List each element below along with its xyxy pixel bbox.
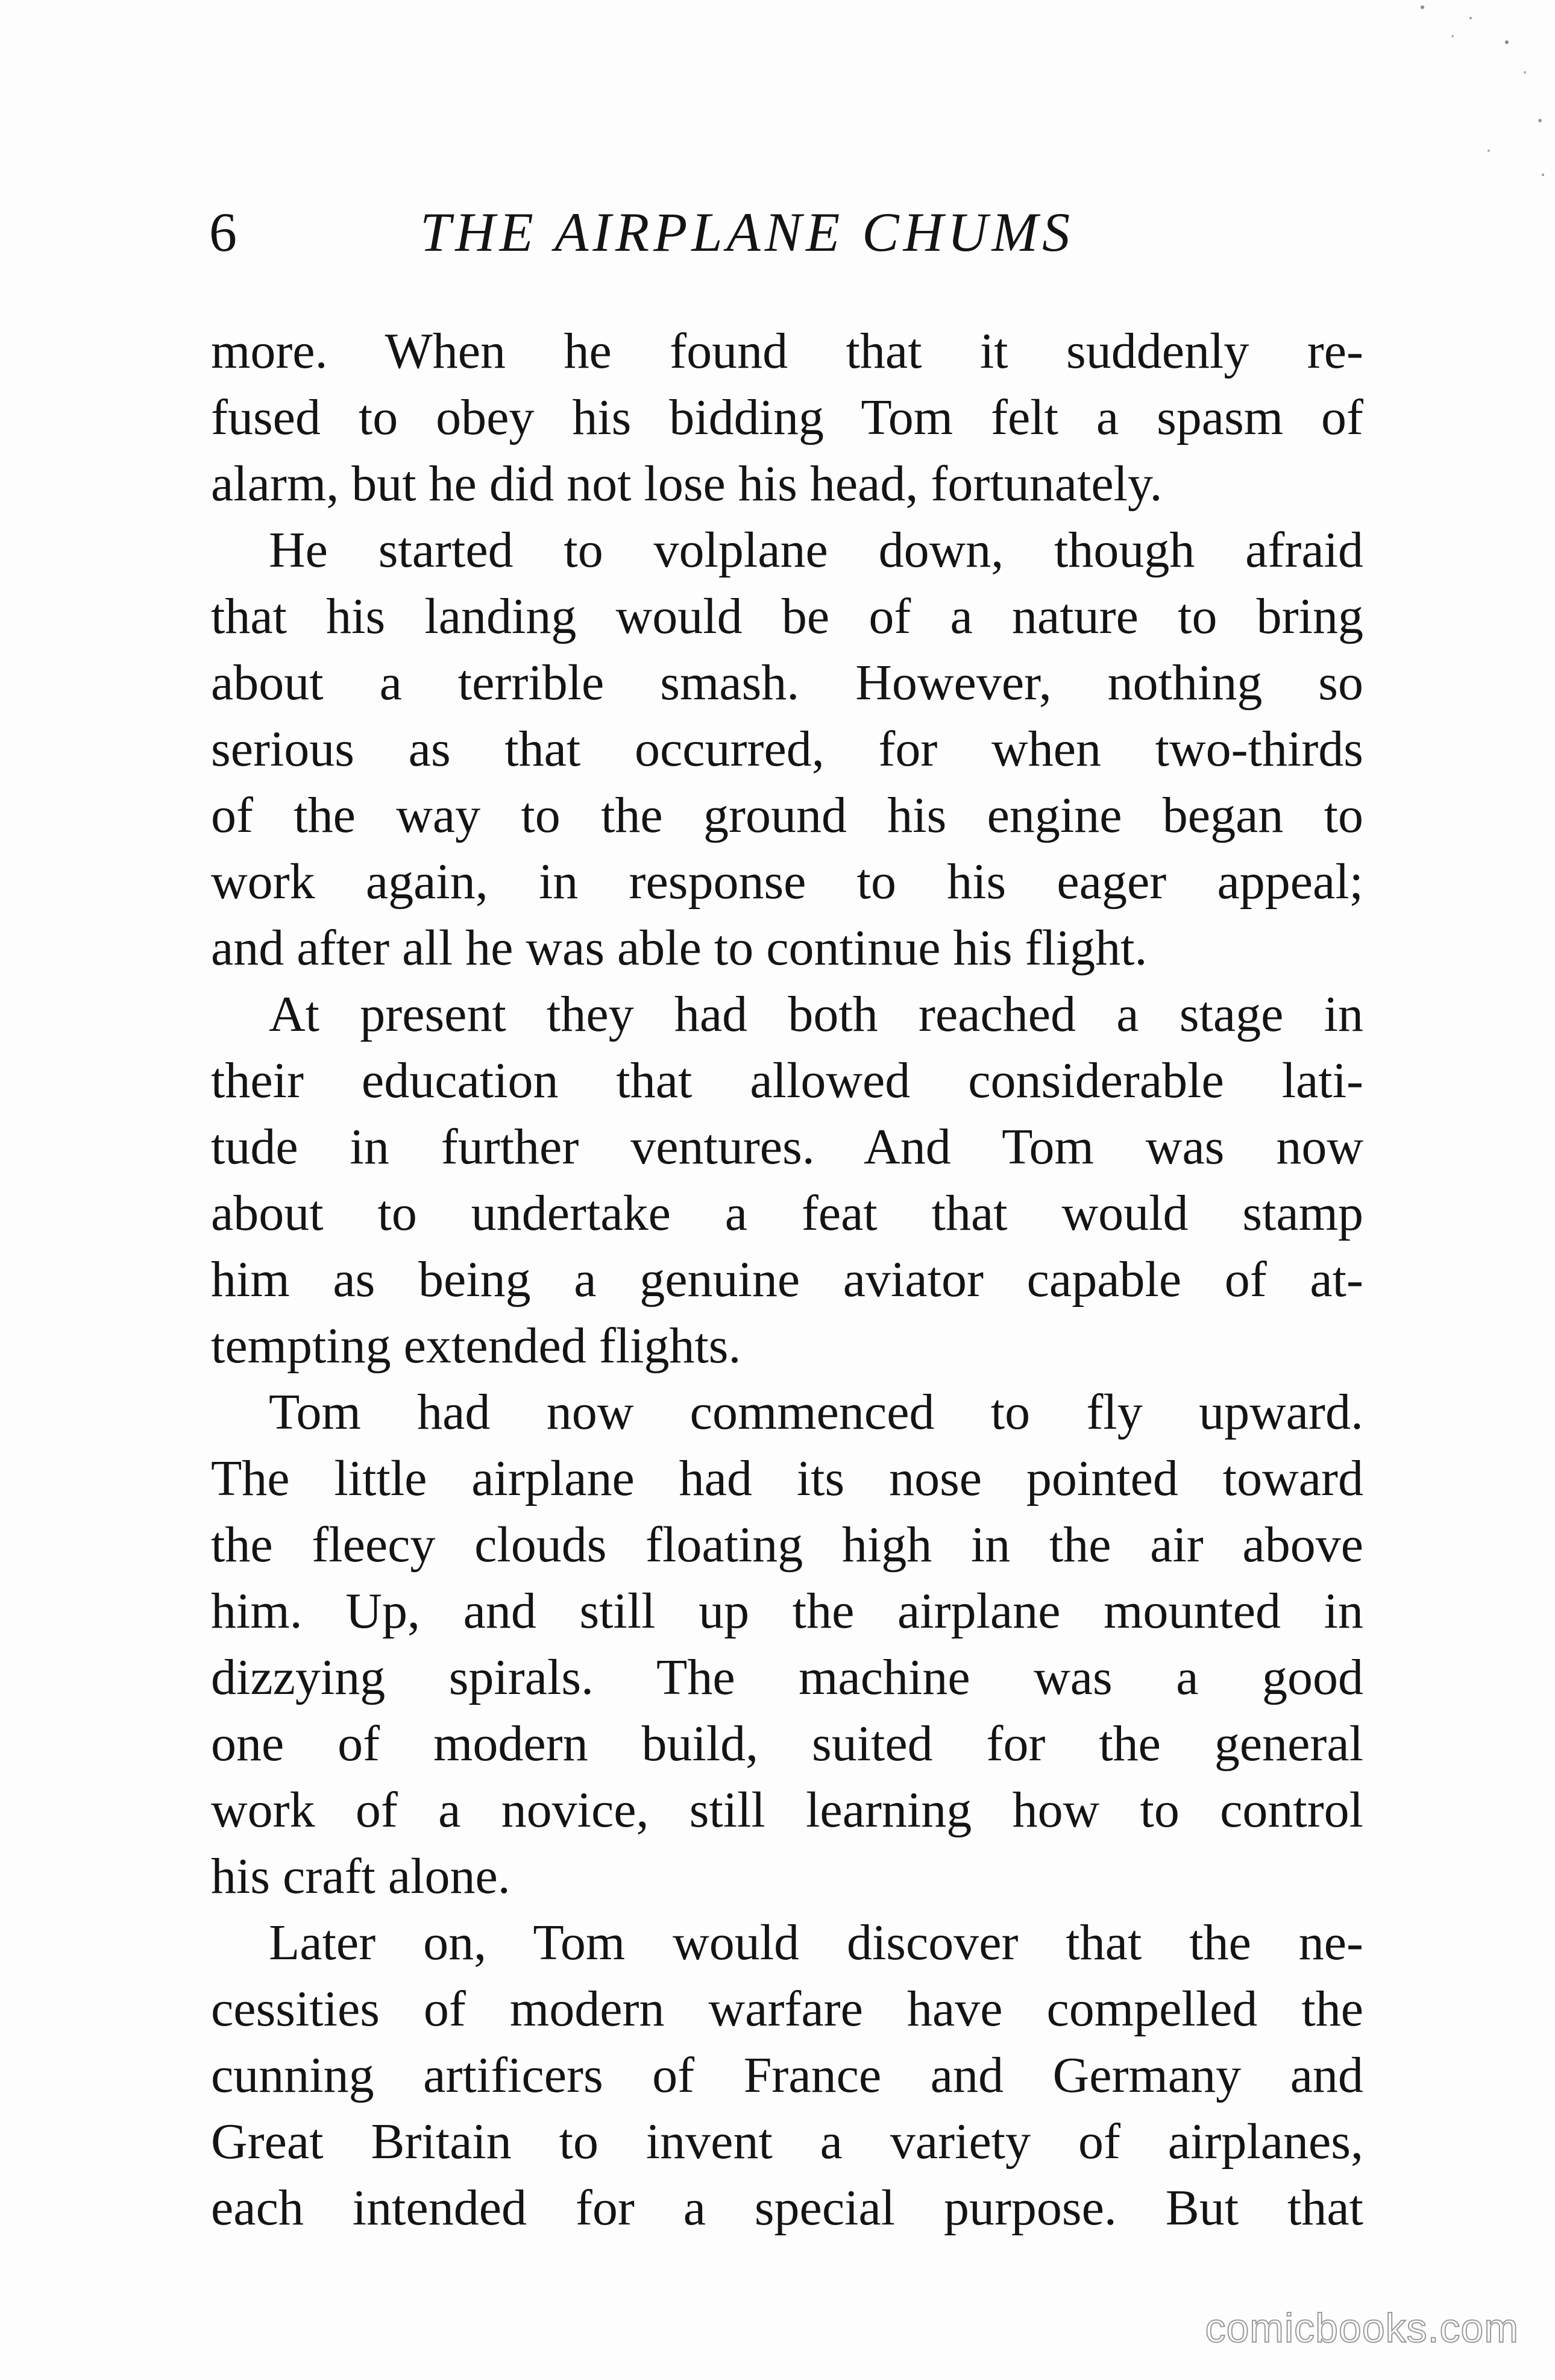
text-line: him. Up, and still up the airplane mounted in <box>211 1583 1363 1639</box>
text-line: about to undertake a feat that would stamp <box>211 1185 1363 1241</box>
text-line: one of modern build, suited for the general <box>211 1716 1363 1772</box>
text-line: Later on, Tom would discover that the ne- <box>269 1915 1363 1971</box>
running-title: THE AIRPLANE CHUMS <box>420 201 1075 263</box>
text-line: the fleecy clouds floating high in the air above <box>211 1517 1363 1573</box>
page-number: 6 <box>209 201 237 263</box>
text-line: his craft alone. <box>211 1848 510 1904</box>
running-header <box>209 199 1366 265</box>
text-line: dizzying spirals. The machine was a good <box>211 1649 1363 1705</box>
text-line: The little airplane had its nose pointed toward <box>211 1450 1363 1506</box>
text-line: work of a novice, still learning how to control <box>211 1782 1363 1838</box>
text-line: fused to obey his bidding Tom felt a spasm of <box>211 389 1363 445</box>
body-text <box>211 318 1363 2241</box>
text-line: and after all he was able to continue his flight. <box>211 920 1148 976</box>
text-line: tempting extended flights. <box>211 1318 741 1374</box>
scan-specks <box>1398 0 1555 205</box>
text-line: cessities of modern warfare have compelled the <box>211 1981 1363 2037</box>
text-line: tude in further ventures. And Tom was now <box>211 1119 1363 1175</box>
text-line: their education that allowed considerable lati- <box>211 1053 1363 1109</box>
text-line: of the way to the ground his engine began to <box>211 787 1363 843</box>
text-line: At present they had both reached a stage in <box>269 986 1363 1042</box>
text-line: work again, in response to his eager appeal; <box>211 854 1363 910</box>
text-line: He started to volplane down, though afraid <box>269 522 1363 578</box>
watermark-logo: comicbooks.com <box>1205 2305 1519 2351</box>
text-line: more. When he found that it suddenly re- <box>211 323 1363 379</box>
text-line: Great Britain to invent a variety of airplanes, <box>211 2114 1363 2170</box>
text-line: him as being a genuine aviator capable of at- <box>211 1251 1363 1308</box>
text-line: each intended for a special purpose. But that <box>211 2180 1363 2236</box>
text-line: alarm, but he did not lose his head, fortunately. <box>211 456 1163 512</box>
text-line: about a terrible smash. However, nothing so <box>211 655 1363 711</box>
text-line: serious as that occurred, for when two-thirds <box>211 721 1363 777</box>
text-line: cunning artificers of France and Germany and <box>211 2047 1363 2103</box>
text-line: Tom had now commenced to fly upward. <box>269 1384 1363 1440</box>
text-line: that his landing would be of a nature to bring <box>211 588 1363 644</box>
